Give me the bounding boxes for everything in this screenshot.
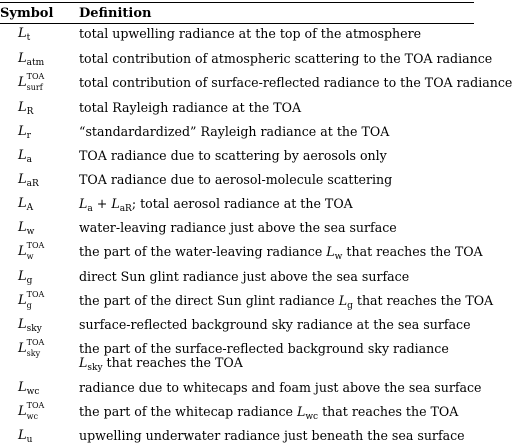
definition-cell: direct Sun glint radiance just above the sea surface [79, 269, 410, 284]
definition-cell: the part of the surface-reflected background sky radiance $L_{sky}$ that reaches the TOA [79, 341, 449, 373]
definition-cell: the part of the whitecap radiance $L_{wc}$ that reaches the TOA [79, 404, 459, 422]
symbol-cell: $L_g$ [18, 269, 33, 286]
definition-cell: the part of the direct Sun glint radiance $L_g$ that reaches the TOA [79, 293, 494, 311]
symbol-cell: L TOA sky [18, 338, 45, 358]
symbol-cell: $L_t$ [18, 26, 31, 43]
symbol-cell: $L_{sky}$ [18, 317, 42, 334]
table-header-rule [0, 23, 474, 24]
definition-cell: total upwelling radiance at the top of the atmosphere [79, 26, 422, 41]
definition-cell: “standardardized” Rayleigh radiance at the TOA [79, 124, 390, 139]
table-top-rule [0, 2, 474, 3]
symbol-cell: $L_a$ [18, 148, 33, 165]
symbol-cell: L TOA g [18, 290, 45, 310]
definition-cell: the part of the water-leaving radiance $L_w$ that reaches the TOA [79, 244, 483, 262]
symbol-cell: $L_r$ [18, 124, 31, 141]
symbol-cell: $L_R$ [18, 100, 34, 117]
symbol-cell: L TOA wc [18, 401, 45, 421]
definition-cell: water-leaving radiance just above the sea surface [79, 220, 397, 235]
symbol-cell: $L_u$ [18, 428, 33, 445]
symbol-cell: $L_w$ [18, 220, 35, 237]
definition-cell: total Rayleigh radiance at the TOA [79, 100, 302, 115]
definition-cell: $L_a + L_{aR}$; total aerosol radiance at the TOA [79, 196, 353, 214]
definition-cell: TOA radiance due to scattering by aerosols only [79, 148, 387, 163]
symbol-cell: $L_A$ [18, 196, 34, 213]
definition-cell: radiance due to whitecaps and foam just above the sea surface [79, 380, 482, 395]
column-header-definition: Definition [79, 6, 152, 21]
definition-cell: upwelling underwater radiance just beneath the sea surface [79, 428, 465, 443]
symbol-cell: $L_{atm}$ [18, 51, 45, 68]
column-header-symbol: Symbol [0, 6, 54, 21]
symbol-cell: L TOA surf [18, 72, 45, 92]
symbol-cell: $L_{aR}$ [18, 172, 39, 189]
definition-cell: surface-reflected background sky radiance at the sea surface [79, 317, 471, 332]
definition-cell: total contribution of surface-reflected radiance to the TOA radiance [79, 75, 512, 90]
definition-cell: TOA radiance due to aerosol-molecule scattering [79, 172, 393, 187]
symbol-cell: $L_{wc}$ [18, 380, 40, 397]
definition-cell: total contribution of atmospheric scattering to the TOA radiance [79, 51, 493, 66]
symbol-cell: L TOA w [18, 241, 45, 261]
